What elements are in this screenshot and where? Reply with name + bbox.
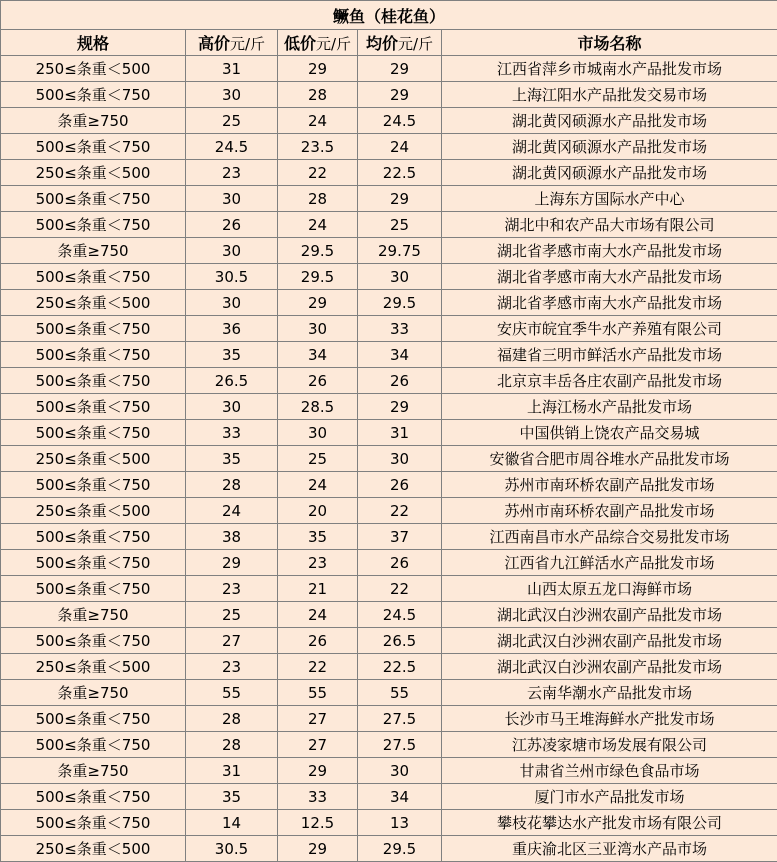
avg-price-cell: 24.5 (358, 108, 442, 134)
spec-cell: 500≤条重＜750 (1, 706, 186, 732)
market-cell: 山西太原五龙口海鲜市场 (442, 576, 777, 602)
market-cell: 上海江阳水产品批发交易市场 (442, 82, 777, 108)
avg-price-cell: 22.5 (358, 654, 442, 680)
high-price-cell: 35 (186, 446, 278, 472)
high-price-cell: 23 (186, 654, 278, 680)
spec-cell: 条重≥750 (1, 680, 186, 706)
high-price-cell: 31 (186, 56, 278, 82)
avg-price-cell: 29 (358, 186, 442, 212)
table-row (1, 446, 777, 472)
table-row (1, 316, 777, 342)
table-row (1, 394, 777, 420)
low-price-cell: 55 (278, 680, 358, 706)
market-cell: 湖北武汉白沙洲农副产品批发市场 (442, 654, 777, 680)
header-avg-label: 均价 (366, 34, 398, 53)
high-price-cell: 31 (186, 758, 278, 784)
market-cell: 湖北黄冈硕源水产品批发市场 (442, 160, 777, 186)
market-cell: 苏州市南环桥农副产品批发市场 (442, 498, 777, 524)
spec-cell: 500≤条重＜750 (1, 186, 186, 212)
avg-price-cell: 55 (358, 680, 442, 706)
avg-price-cell: 37 (358, 524, 442, 550)
spec-cell: 500≤条重＜750 (1, 550, 186, 576)
low-price-cell: 27 (278, 732, 358, 758)
market-cell: 长沙市马王堆海鲜水产批发市场 (442, 706, 777, 732)
high-price-cell: 35 (186, 342, 278, 368)
header-low-unit: 元/斤 (316, 35, 351, 53)
spec-cell: 条重≥750 (1, 758, 186, 784)
avg-price-cell: 29 (358, 56, 442, 82)
market-cell: 北京京丰岳各庄农副产品批发市场 (442, 368, 777, 394)
low-price-cell: 29 (278, 758, 358, 784)
market-cell: 湖北省孝感市南大水产品批发市场 (442, 238, 777, 264)
table-row (1, 550, 777, 576)
table-title: 鳜鱼（桂花鱼） (1, 1, 777, 30)
high-price-cell: 27 (186, 628, 278, 654)
low-price-cell: 29 (278, 836, 358, 862)
high-price-cell: 38 (186, 524, 278, 550)
low-price-cell: 30 (278, 316, 358, 342)
avg-price-cell: 29 (358, 82, 442, 108)
table-row (1, 82, 777, 108)
table-row (1, 238, 777, 264)
market-cell: 湖北武汉白沙洲农副产品批发市场 (442, 628, 777, 654)
market-cell: 上海江杨水产品批发市场 (442, 394, 777, 420)
high-price-cell: 55 (186, 680, 278, 706)
table-row (1, 836, 777, 862)
avg-price-cell: 29.5 (358, 836, 442, 862)
avg-price-cell: 13 (358, 810, 442, 836)
header-high (186, 30, 278, 56)
spec-cell: 500≤条重＜750 (1, 784, 186, 810)
table-row (1, 784, 777, 810)
high-price-cell: 30 (186, 290, 278, 316)
table-row (1, 654, 777, 680)
low-price-cell: 28 (278, 186, 358, 212)
avg-price-cell: 26 (358, 368, 442, 394)
header-row (1, 30, 777, 56)
table-row (1, 680, 777, 706)
spec-cell: 250≤条重＜500 (1, 836, 186, 862)
low-price-cell: 24 (278, 108, 358, 134)
high-price-cell: 30 (186, 82, 278, 108)
table-row (1, 160, 777, 186)
table-row (1, 56, 777, 82)
avg-price-cell: 30 (358, 758, 442, 784)
header-spec: 规格 (1, 30, 186, 56)
avg-price-cell: 24.5 (358, 602, 442, 628)
avg-price-cell: 29 (358, 394, 442, 420)
market-cell: 中国供销上饶农产品交易城 (442, 420, 777, 446)
spec-cell: 条重≥750 (1, 602, 186, 628)
high-price-cell: 30.5 (186, 836, 278, 862)
high-price-cell: 30 (186, 394, 278, 420)
avg-price-cell: 22.5 (358, 160, 442, 186)
low-price-cell: 21 (278, 576, 358, 602)
spec-cell: 500≤条重＜750 (1, 420, 186, 446)
high-price-cell: 26.5 (186, 368, 278, 394)
low-price-cell: 24 (278, 212, 358, 238)
market-cell: 江西南昌市水产品综合交易批发市场 (442, 524, 777, 550)
table-row (1, 342, 777, 368)
low-price-cell: 20 (278, 498, 358, 524)
low-price-cell: 28 (278, 82, 358, 108)
market-cell: 上海东方国际水产中心 (442, 186, 777, 212)
low-price-cell: 23.5 (278, 134, 358, 160)
high-price-cell: 25 (186, 602, 278, 628)
spec-cell: 250≤条重＜500 (1, 498, 186, 524)
avg-price-cell: 27.5 (358, 706, 442, 732)
table-row (1, 758, 777, 784)
market-cell: 福建省三明市鲜活水产品批发市场 (442, 342, 777, 368)
high-price-cell: 25 (186, 108, 278, 134)
table-row (1, 134, 777, 160)
market-cell: 湖北省孝感市南大水产品批发市场 (442, 264, 777, 290)
table-row (1, 368, 777, 394)
spec-cell: 500≤条重＜750 (1, 342, 186, 368)
table-row (1, 108, 777, 134)
header-low (278, 30, 358, 56)
spec-cell: 500≤条重＜750 (1, 264, 186, 290)
market-cell: 甘肃省兰州市绿色食品市场 (442, 758, 777, 784)
high-price-cell: 30 (186, 186, 278, 212)
low-price-cell: 34 (278, 342, 358, 368)
spec-cell: 500≤条重＜750 (1, 576, 186, 602)
market-cell: 湖北武汉白沙洲农副产品批发市场 (442, 602, 777, 628)
table-row (1, 472, 777, 498)
market-cell: 苏州市南环桥农副产品批发市场 (442, 472, 777, 498)
high-price-cell: 35 (186, 784, 278, 810)
high-price-cell: 28 (186, 472, 278, 498)
spec-cell: 500≤条重＜750 (1, 394, 186, 420)
low-price-cell: 24 (278, 602, 358, 628)
high-price-cell: 36 (186, 316, 278, 342)
spec-cell: 500≤条重＜750 (1, 524, 186, 550)
spec-cell: 500≤条重＜750 (1, 212, 186, 238)
high-price-cell: 14 (186, 810, 278, 836)
header-avg-unit: 元/斤 (398, 35, 433, 53)
spec-cell: 条重≥750 (1, 238, 186, 264)
avg-price-cell: 31 (358, 420, 442, 446)
low-price-cell: 22 (278, 160, 358, 186)
low-price-cell: 22 (278, 654, 358, 680)
high-price-cell: 30.5 (186, 264, 278, 290)
header-avg (358, 30, 442, 56)
low-price-cell: 33 (278, 784, 358, 810)
market-cell: 安庆市皖宜季牛水产养殖有限公司 (442, 316, 777, 342)
low-price-cell: 35 (278, 524, 358, 550)
spec-cell: 500≤条重＜750 (1, 82, 186, 108)
spec-cell: 500≤条重＜750 (1, 810, 186, 836)
high-price-cell: 24 (186, 498, 278, 524)
table-row (1, 498, 777, 524)
avg-price-cell: 26 (358, 472, 442, 498)
spec-cell: 500≤条重＜750 (1, 732, 186, 758)
table-row (1, 706, 777, 732)
spec-cell: 250≤条重＜500 (1, 56, 186, 82)
avg-price-cell: 29.75 (358, 238, 442, 264)
low-price-cell: 24 (278, 472, 358, 498)
table-row (1, 186, 777, 212)
low-price-cell: 29.5 (278, 264, 358, 290)
table-row (1, 524, 777, 550)
table-body (1, 56, 777, 862)
market-cell: 湖北黄冈硕源水产品批发市场 (442, 108, 777, 134)
avg-price-cell: 34 (358, 784, 442, 810)
table-row (1, 420, 777, 446)
market-cell: 江西省萍乡市城南水产品批发市场 (442, 56, 777, 82)
market-cell: 江苏凌家塘市场发展有限公司 (442, 732, 777, 758)
low-price-cell: 26 (278, 368, 358, 394)
low-price-cell: 12.5 (278, 810, 358, 836)
avg-price-cell: 30 (358, 264, 442, 290)
avg-price-cell: 26.5 (358, 628, 442, 654)
market-cell: 攀枝花攀达水产批发市场有限公司 (442, 810, 777, 836)
avg-price-cell: 29.5 (358, 290, 442, 316)
spec-cell: 500≤条重＜750 (1, 472, 186, 498)
market-cell: 湖北省孝感市南大水产品批发市场 (442, 290, 777, 316)
spec-cell: 250≤条重＜500 (1, 290, 186, 316)
market-cell: 厦门市水产品批发市场 (442, 784, 777, 810)
market-cell: 江西省九江鲜活水产品批发市场 (442, 550, 777, 576)
avg-price-cell: 24 (358, 134, 442, 160)
spec-cell: 条重≥750 (1, 108, 186, 134)
spec-cell: 500≤条重＜750 (1, 368, 186, 394)
table-row (1, 732, 777, 758)
table-row (1, 628, 777, 654)
spec-cell: 250≤条重＜500 (1, 446, 186, 472)
spec-cell: 500≤条重＜750 (1, 134, 186, 160)
avg-price-cell: 25 (358, 212, 442, 238)
header-high-unit: 元/斤 (230, 35, 265, 53)
high-price-cell: 28 (186, 706, 278, 732)
market-cell: 重庆渝北区三亚湾水产品市场 (442, 836, 777, 862)
spec-cell: 500≤条重＜750 (1, 316, 186, 342)
high-price-cell: 28 (186, 732, 278, 758)
market-cell: 湖北中和农产品大市场有限公司 (442, 212, 777, 238)
table-row (1, 810, 777, 836)
spec-cell: 500≤条重＜750 (1, 628, 186, 654)
low-price-cell: 28.5 (278, 394, 358, 420)
table-row (1, 264, 777, 290)
avg-price-cell: 27.5 (358, 732, 442, 758)
header-market: 市场名称 (442, 30, 777, 56)
table-row (1, 576, 777, 602)
low-price-cell: 30 (278, 420, 358, 446)
header-high-label: 高价 (198, 34, 230, 53)
avg-price-cell: 33 (358, 316, 442, 342)
low-price-cell: 26 (278, 628, 358, 654)
spec-cell: 250≤条重＜500 (1, 160, 186, 186)
low-price-cell: 29 (278, 56, 358, 82)
high-price-cell: 33 (186, 420, 278, 446)
low-price-cell: 25 (278, 446, 358, 472)
high-price-cell: 29 (186, 550, 278, 576)
avg-price-cell: 22 (358, 576, 442, 602)
spec-cell: 250≤条重＜500 (1, 654, 186, 680)
table-row (1, 290, 777, 316)
market-cell: 湖北黄冈硕源水产品批发市场 (442, 134, 777, 160)
header-low-label: 低价 (284, 34, 316, 53)
high-price-cell: 23 (186, 160, 278, 186)
title-row (1, 1, 777, 30)
market-cell: 云南华潮水产品批发市场 (442, 680, 777, 706)
avg-price-cell: 26 (358, 550, 442, 576)
low-price-cell: 29.5 (278, 238, 358, 264)
high-price-cell: 30 (186, 238, 278, 264)
avg-price-cell: 22 (358, 498, 442, 524)
avg-price-cell: 34 (358, 342, 442, 368)
high-price-cell: 26 (186, 212, 278, 238)
table-row (1, 212, 777, 238)
low-price-cell: 27 (278, 706, 358, 732)
table-row (1, 602, 777, 628)
low-price-cell: 23 (278, 550, 358, 576)
avg-price-cell: 30 (358, 446, 442, 472)
low-price-cell: 29 (278, 290, 358, 316)
market-cell: 安徽省合肥市周谷堆水产品批发市场 (442, 446, 777, 472)
high-price-cell: 24.5 (186, 134, 278, 160)
high-price-cell: 23 (186, 576, 278, 602)
